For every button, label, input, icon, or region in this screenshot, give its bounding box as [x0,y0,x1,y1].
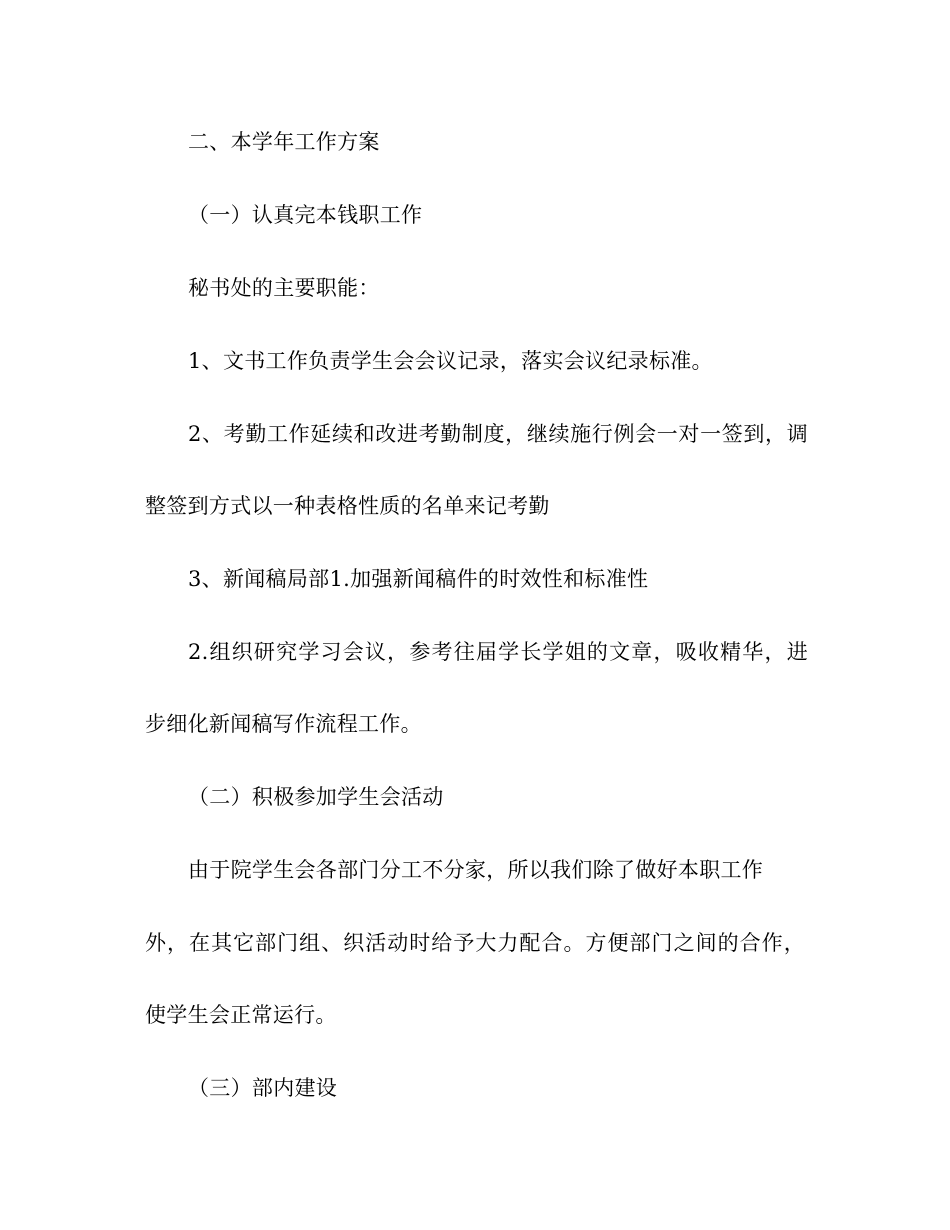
paragraph-line: 2、考勤工作延续和改进考勤制度，继续施行例会一对一签到，调 [188,422,808,446]
paragraph-line: 由于院学生会各部门分工不分家，所以我们除了做好本职工作 [188,858,764,882]
subsection-heading: （一）认真完本钱职工作 [188,203,423,227]
paragraph-line: 使学生会正常运行。 [145,1003,337,1027]
paragraph-line: 整签到方式以一种表格性质的名单来记考勤 [145,494,550,518]
paragraph-line: 3、新闻稿局部1.加强新闻稿件的时效性和标准性 [188,567,649,591]
subsection-heading: （三）部内建设 [188,1076,338,1100]
section-heading: 二、本学年工作方案 [188,130,380,154]
paragraph-line: 步细化新闻稿写作流程工作。 [145,712,422,736]
subsection-heading: （二）积极参加学生会活动 [188,785,444,809]
paragraph-line: 秘书处的主要职能： [188,276,380,300]
paragraph-line: 2.组织研究学习会议，参考往届学长学姐的文章，吸收精华，进 [188,640,808,664]
paragraph-line: 1、文书工作负责学生会会议记录，落实会议纪录标准。 [188,349,713,373]
paragraph-line: 外，在其它部门组、织活动时给予大力配合。方便部门之间的合作， [145,931,805,955]
